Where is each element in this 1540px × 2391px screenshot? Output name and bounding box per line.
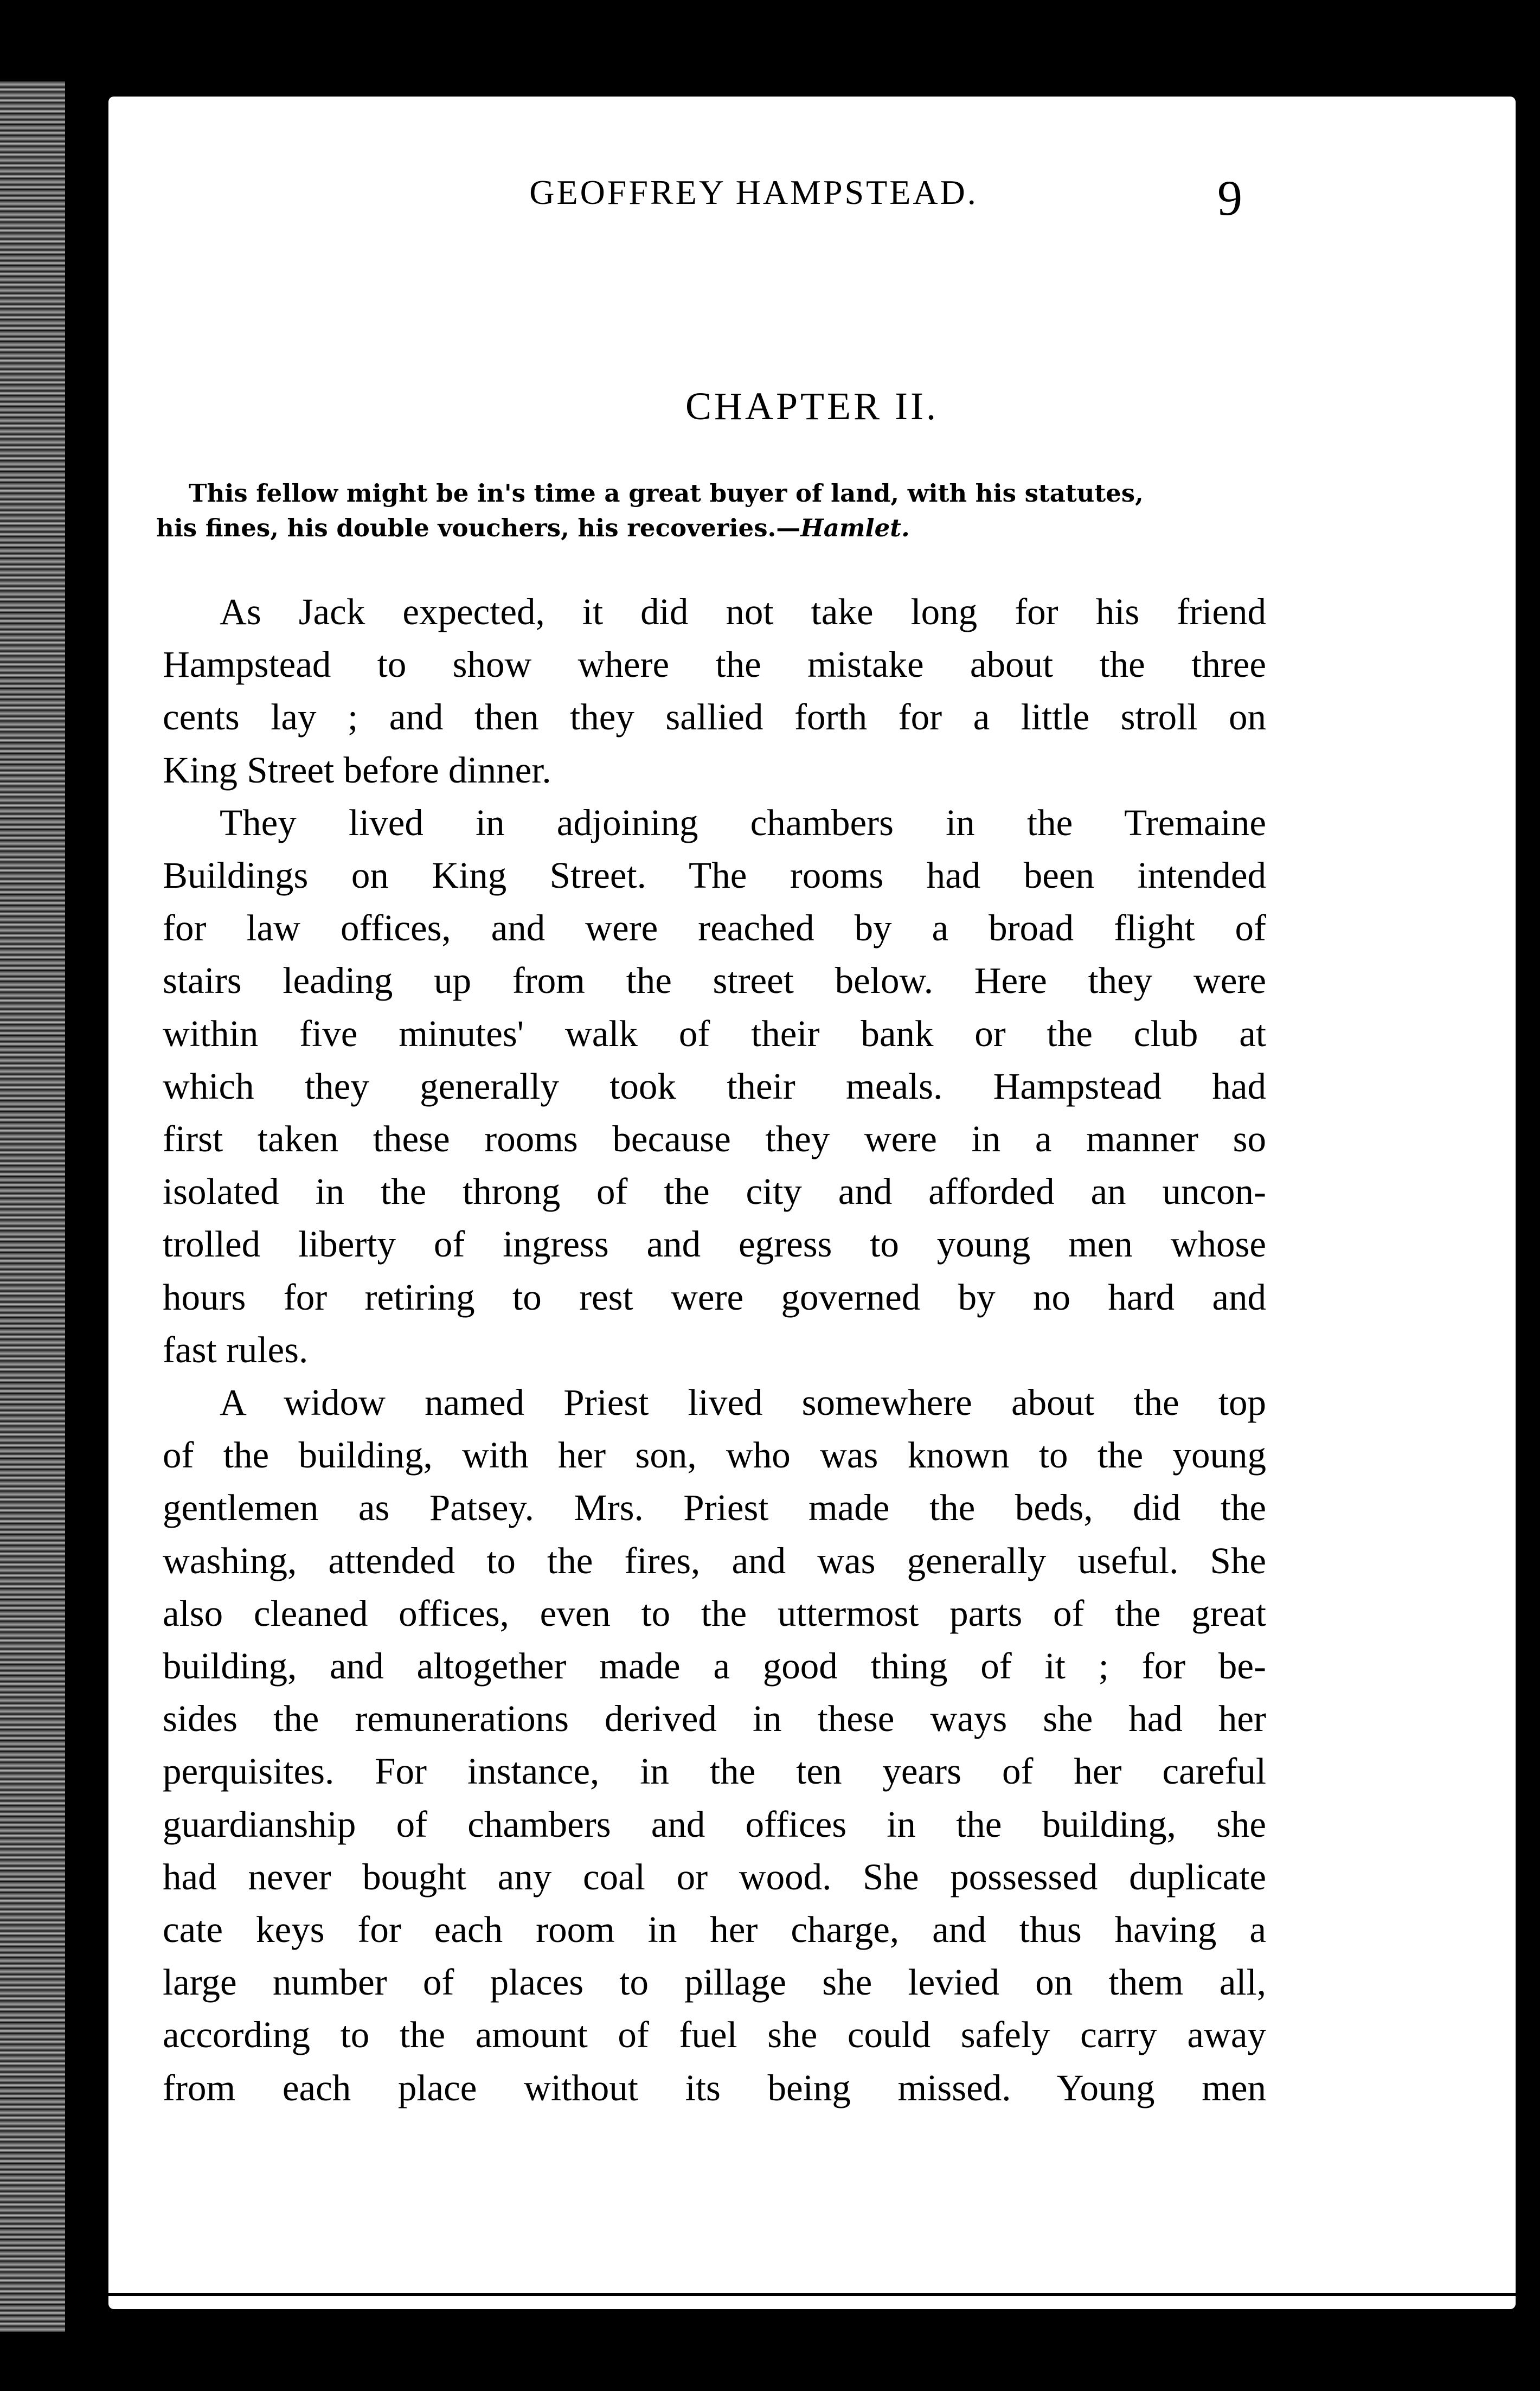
text-line: As Jack expected, it did not take long for his friend xyxy=(220,591,1266,632)
text-line: They lived in adjoining chambers in the Tremaine xyxy=(220,802,1266,843)
book-page xyxy=(108,97,1516,2309)
page-edge-shadow xyxy=(0,81,65,2332)
epigraph-line-1: This fellow might be in's time a great buyer of land, with his statutes, xyxy=(189,479,1144,508)
text-line: of the building, with her son, who was known to the young xyxy=(163,1434,1266,1476)
text-line: gentlemen as Patsey. Mrs. Priest made the beds, did the xyxy=(163,1487,1266,1529)
text-line: large number of places to pillage she levied on them all, xyxy=(163,1961,1266,2003)
text-line: Hampstead to show where the mistake about the three xyxy=(163,644,1266,685)
text-line: from each place without its being missed. Young men xyxy=(163,2067,1266,2108)
text-line: washing, attended to the fires, and was generally useful. She xyxy=(163,1540,1266,1581)
text-line: isolated in the throng of the city and afforded an uncon- xyxy=(163,1171,1266,1213)
text-line: fast rules. xyxy=(163,1329,309,1370)
text-line: within five minutes' walk of their bank or the club at xyxy=(163,1012,1266,1054)
page-bottom-edge xyxy=(108,2293,1516,2296)
chapter-title: CHAPTER II. xyxy=(685,384,939,428)
text-line: perquisites. For instance, in the ten years of her careful xyxy=(163,1751,1266,1792)
text-line: also cleaned offices, even to the uttermost parts of the great xyxy=(163,1592,1266,1634)
text-line: cents lay ; and then they sallied forth for a little stroll on xyxy=(163,696,1266,738)
text-line: had never bought any coal or wood. She possessed duplicate xyxy=(163,1856,1266,1898)
epigraph-line-2 xyxy=(156,511,1300,546)
running-title: GEOFFREY HAMPSTEAD. xyxy=(529,173,978,211)
text-line: hours for retiring to rest were governed by no hard and xyxy=(163,1276,1266,1318)
text-line: Buildings on King Street. The rooms had been intended xyxy=(163,855,1266,896)
body-text xyxy=(163,586,1266,2114)
text-line: first taken these rooms because they were in a manner so xyxy=(163,1118,1266,1160)
epigraph-source: Hamlet. xyxy=(800,514,910,542)
text-line: stairs leading up from the street below. Here they were xyxy=(163,960,1266,1002)
text-line: cate keys for each room in her charge, and thus having a xyxy=(163,1909,1266,1951)
page-header xyxy=(108,172,1516,238)
text-line: trolled liberty of ingress and egress to young men whose xyxy=(163,1223,1266,1265)
text-line: building, and altogether made a good thing of it ; for be- xyxy=(163,1645,1266,1687)
text-line: King Street before dinner. xyxy=(163,749,551,791)
epigraph-line-2-text: his fines, his double vouchers, his recoveries.— xyxy=(156,514,801,542)
text-line: sides the remunerations derived in these ways she had her xyxy=(163,1698,1266,1740)
text-line: guardianship of chambers and offices in the building, she xyxy=(163,1803,1266,1845)
text-line: which they generally took their meals. Hampstead had xyxy=(163,1065,1266,1107)
text-line: according to the amount of fuel she could safely carry away xyxy=(163,2014,1266,2056)
epigraph xyxy=(156,476,1300,546)
text-line: for law offices, and were reached by a broad flight of xyxy=(163,907,1266,949)
page-number: 9 xyxy=(1217,170,1242,226)
text-line: A widow named Priest lived somewhere about the top xyxy=(220,1382,1266,1424)
